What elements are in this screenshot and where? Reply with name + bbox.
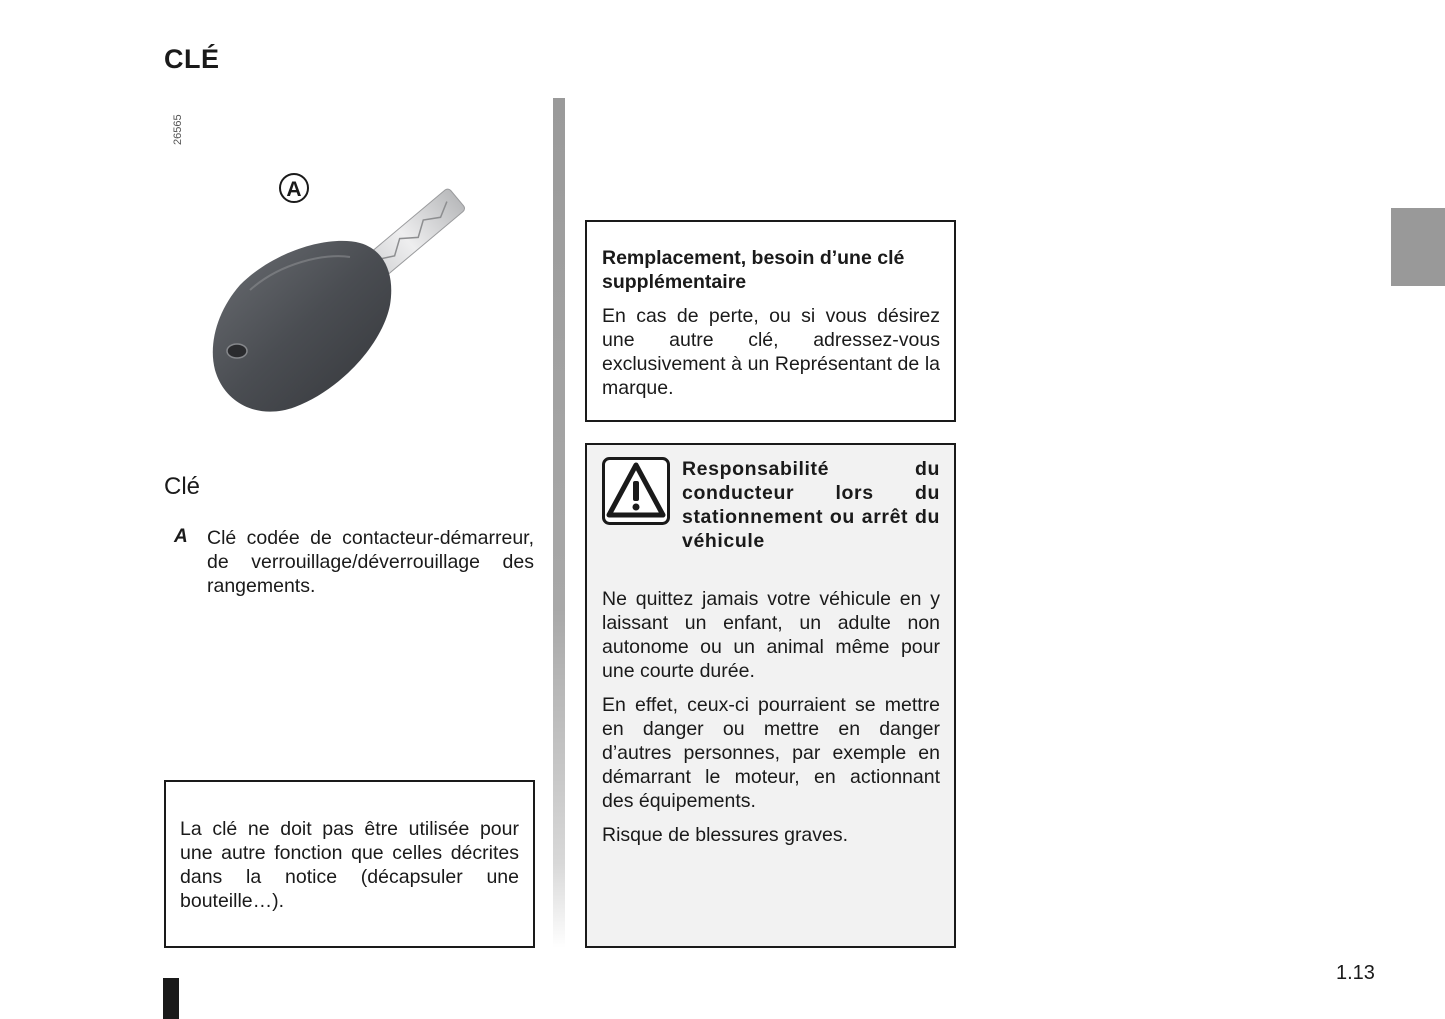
usage-note-text: La clé ne doit pas être utilisée pour une autre fonction que celles décrites dans la notice (décapsuler une bouteille…). bbox=[180, 818, 519, 912]
item-description: Clé codée de contacteur-démarreur, de verrouillage/déverrouillage des rangements. bbox=[207, 527, 534, 597]
item-marker: A bbox=[174, 526, 188, 547]
section-heading: Clé bbox=[164, 473, 201, 500]
usage-note-box bbox=[164, 780, 535, 948]
image-reference-number: 26565 bbox=[172, 114, 184, 145]
chapter-tab bbox=[1391, 208, 1445, 286]
replacement-text: En cas de perte, ou si vous désirez une autre clé, adressez-vous exclusivement à un Représentant de la marque. bbox=[602, 305, 940, 399]
figure-callout-label: A bbox=[286, 178, 302, 201]
corner-mark bbox=[163, 978, 179, 1019]
key-illustration bbox=[200, 165, 500, 425]
replacement-title: Remplacement, besoin d’une clé supplémentaire bbox=[602, 247, 905, 293]
warning-paragraph: Ne quittez jamais votre véhicule en y laissant un enfant, un adulte non autonome ou un animal même pour une courte durée. bbox=[602, 588, 940, 682]
page-title: CLÉ bbox=[164, 44, 220, 74]
key-head bbox=[213, 241, 391, 412]
page-number: 1.13 bbox=[1336, 962, 1375, 984]
warning-paragraph: Risque de blessures graves. bbox=[602, 824, 849, 846]
warning-paragraph: En effet, ceux-ci pourraient se mettre en danger ou mettre en danger d’autres personnes, par exemple en démarrant le moteur, en actionnant des équipements. bbox=[602, 694, 940, 812]
warning-header bbox=[602, 457, 940, 577]
warning-title: Responsabilité du conducteur lors du stationnement ou arrêt du véhicule bbox=[682, 458, 940, 552]
warning-triangle-icon bbox=[602, 457, 670, 525]
replacement-box bbox=[585, 220, 956, 422]
column-divider bbox=[553, 98, 565, 948]
warning-box bbox=[585, 443, 956, 948]
